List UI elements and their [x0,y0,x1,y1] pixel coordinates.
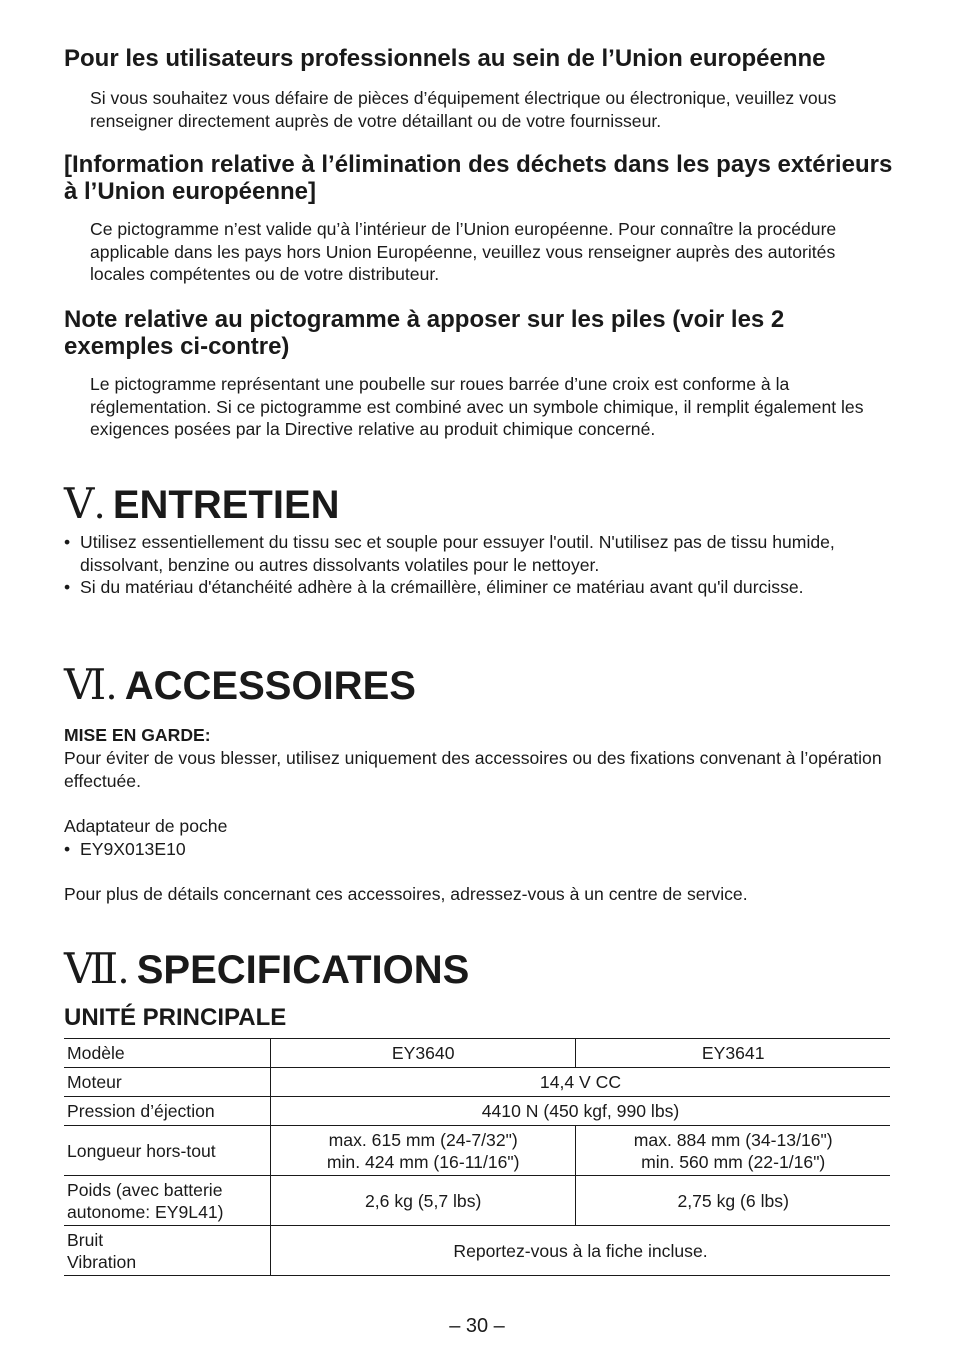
page-number: – 30 – [449,1315,505,1337]
row-label: Moteur [64,1068,271,1097]
battery-note-heading: Note relative au pictogramme à apposer sur les piles (voir les 2 exemples ci-contre) [64,306,785,360]
table-row [64,1039,890,1068]
poids-label-line2: autonome: EY9L41) [67,1201,224,1222]
row-label: Modèle [64,1039,271,1068]
bruit-label: Bruit [67,1229,104,1250]
specifications-title-text: SPECIFICATIONS [136,948,470,992]
row-label [64,1176,271,1226]
cell-poids-ey3641: 2,75 kg (6 lbs) [576,1176,890,1226]
accessoires-title [64,664,416,708]
adapter-item: • EY9X013E10 [64,838,894,861]
longueur-min-ey3640: min. 424 mm (16-11/16") [326,1151,520,1172]
table-row [64,1226,890,1276]
battery-note-body: Le pictogramme représentant une poubelle sur roues barrée d’une croix est conforme à la réglementation. Si ce pictogramme est combiné avec un symbole chimique, il remplit également les exigences posées par la Directive relative au produit chimique concerné. [90,374,864,439]
specifications-numeral: Ⅶ. [64,947,129,993]
entretien-bullet: • Si du matériau d'étanchéité adhère à la crémaillère, éliminer ce matériau avant qu'il durcisse. [64,576,894,599]
cell-poids-ey3640: 2,6 kg (5,7 lbs) [271,1176,576,1226]
entretien-title [64,483,340,527]
specifications-subtitle: UNITÉ PRINCIPALE [64,1004,287,1031]
specifications-title [64,948,469,992]
row-label: Longueur hors-tout [64,1126,271,1176]
accessoires-footer: Pour plus de détails concernant ces accessoires, adressez-vous à un centre de service. [64,884,748,904]
row-label: Pression d’éjection [64,1097,271,1126]
poids-label-line1: Poids (avec batterie [67,1179,223,1200]
cell-ey3641: EY3641 [576,1039,890,1068]
longueur-min-ey3641: min. 560 mm (22-1/16") [641,1151,826,1172]
table-row [64,1097,890,1126]
outside-eu-heading: [Information relative à l’élimination des déchets dans les pays extérieurs à l’Union européenne] [64,151,893,205]
entretien-numeral: Ⅴ. [64,482,105,528]
eu-pro-body: Si vous souhaitez vous défaire de pièces d’équipement électrique ou électronique, veuillez vous renseigner directement auprès de votre détaillant ou de votre fournisseur. [90,88,837,131]
cell-moteur: 14,4 V CC [271,1068,891,1097]
adapter-list [64,838,894,861]
row-label [64,1226,271,1276]
adapter-label: Adaptateur de poche [64,816,228,836]
entretien-bullet: • Utilisez essentiellement du tissu sec et souple pour essuyer l'outil. N'utilisez pas de tissu humide, dissolvant, benzine ou autres dissolvants volatiles pour le nettoyer. [64,531,894,576]
table-row [64,1176,890,1226]
outside-eu-body: Ce pictogramme n’est valide qu’à l’intérieur de l’Union européenne. Pour connaître la procédure applicable dans les pays hors Union Européenne, veuillez vous renseigner auprès des autorités locales compétentes ou de votre distributeur. [90,219,837,284]
eu-pro-heading: Pour les utilisateurs professionnels au sein de l’Union européenne [64,45,826,72]
table-row [64,1126,890,1176]
warning-label: MISE EN GARDE: [64,725,211,745]
cell-longueur-ey3641 [576,1126,890,1176]
accessoires-numeral: Ⅵ. [64,663,117,709]
spec-table [64,1038,890,1276]
longueur-max-ey3641: max. 884 mm (34-13/16") [633,1129,833,1150]
cell-pression: 4410 N (450 kgf, 990 lbs) [271,1097,891,1126]
warning-text: Pour éviter de vous blesser, utilisez uniquement des accessoires ou des fixations convenant à l’opération effectuée. [64,748,882,791]
entretien-bullets [64,531,894,599]
accessoires-title-text: ACCESSOIRES [124,664,416,708]
longueur-max-ey3640: max. 615 mm (24-7/32") [328,1129,518,1150]
entretien-title-text: ENTRETIEN [112,483,340,527]
cell-ey3640: EY3640 [271,1039,576,1068]
vibration-label: Vibration [67,1251,137,1272]
table-row [64,1068,890,1097]
cell-longueur-ey3640 [271,1126,576,1176]
cell-bruit-vibration: Reportez-vous à la fiche incluse. [271,1226,891,1276]
